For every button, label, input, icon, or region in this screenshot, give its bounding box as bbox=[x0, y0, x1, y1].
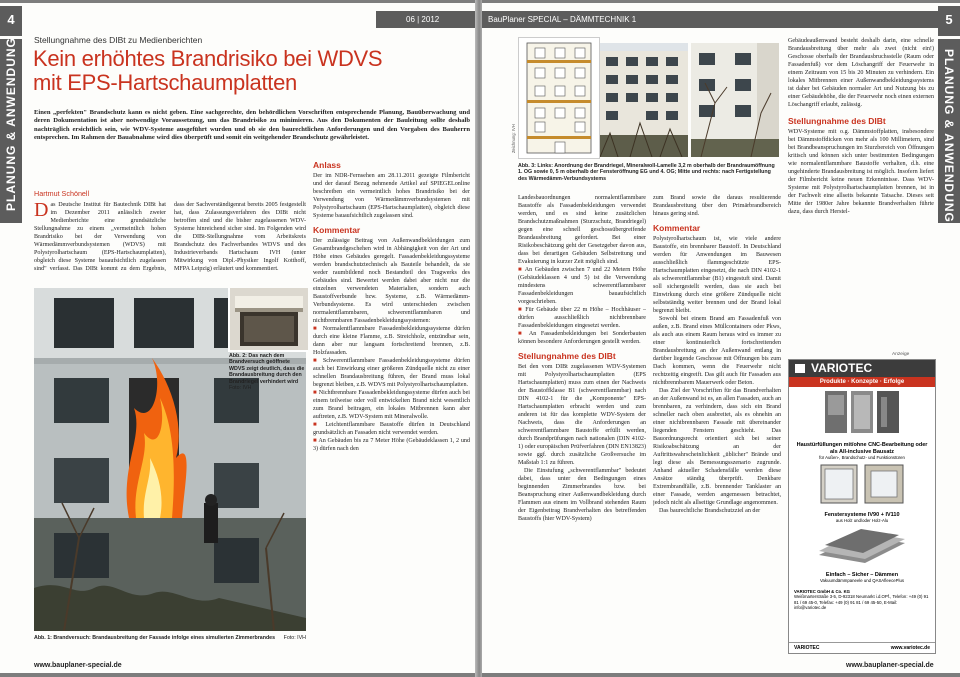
heading-dibt-1: Stellungnahme des DIBt bbox=[518, 351, 616, 361]
ad-block2-sub: aus Holz und/oder Holz-Alu bbox=[835, 518, 889, 523]
bullet-item: ■ Leichtentflammbare Baustoffe dürfen in Deutschland grundsätzlich an Fassaden nicht verwendet werden. bbox=[313, 422, 470, 436]
bullet-text: An Fassadenbekleidungen bei Sonderbauten können besondere Anforderungen gestellt werden. bbox=[518, 331, 646, 345]
kommentar2-text-4: Das baurechtliche Brandschutzziel an der bbox=[659, 508, 761, 514]
caption-fig1-text: Abb. 1: Brandversuch: Brandausbreitung der Fassade infolge eines simulierten Zimmerbrandes bbox=[34, 635, 276, 641]
col2-text: zum Brand sowie die daraus resultierende Brandausbreitung über den Primärbrandbereich hinaus gering sind. bbox=[653, 195, 781, 217]
kicker: Stellungnahme des DIBt zu Medienberichten bbox=[34, 35, 203, 45]
bullet-text: Normalentflammbare Fassadenbekleidungssysteme dürfen durch eine kleine Flamme, z.B. Streichholz, entzündbar sein, dann aber nur langsam fortschreitend brennen, z.B. Holzfassaden. bbox=[313, 326, 470, 356]
ad-block3-title: Einfach – Sicher – Dämmen bbox=[825, 572, 899, 578]
vacuum-panel-icon bbox=[789, 525, 935, 567]
ad-block-insulation bbox=[789, 525, 935, 587]
caption-fig2-text: Abb. 2: Das nach dem Brandversuch geöffnete WDVS zeigt deutlich, dass die Brandausbreitung durch den Brandriegel verhindert wird bbox=[229, 353, 305, 385]
ad-block-windows bbox=[789, 461, 935, 525]
heading-kommentar-2: Kommentar bbox=[653, 223, 701, 233]
col3-text: Gebäudeaußenwand besteht deshalb darin, eine schnelle Brandausbreitung über mehr als zwei (nicht ein!) Geschosse oberhalb der Brandausbruchsstelle (Raum oder Fassadenfuß) vor dem Löschangriff der Feuerwehr in einem Zeitraum von 15 bis 20 Minuten zu verhindern. Ein lokales Mitbrennen einer Außenwandbekleidungssystems ist daher bei Gebäuden normaler Art und Nutzung bis zu einer Gebäudehöhe, die der Feuerwehr noch einen externen Löschangriff erlaubt, zulässig. bbox=[788, 38, 934, 108]
ad-block2-title: Fenstersysteme IV90 + IV110 bbox=[824, 512, 900, 518]
bullet-item: ■ Nichtbrennbare Fassadenbekleidungssysteme dürfen auch bei einem teilweise oder voll entwickelten Brand nicht wesentlich zum Brand beitragen, ein lokales Mitbrennen kann aber auftreten, z.B. WDV-System mit Mineralwolle. bbox=[313, 390, 470, 420]
kommentar2-text-3: Das Ziel der Vorschriften für das Brandverhalten an der Außenwand ist es, an allen Fassaden, auch an brennbaren, zu verhindern, dass sich ein Brand schneller nach oben ausbreitet, als es ohnehin an einer nichtbrennbaren Fassade mit übereinander liegenden Fenstern geschieht. Das Bauordnungsrecht orientiert sich bei seiner Risikoabschätzung an der Auftrittswahrscheinlichkeit „üblicher" Brände und legt diese als Bemessungsszenario zugrunde. Anhand aktueller Schadensfälle werden diese Ansätze ständig überprüft. Denkbare Extrembrandfälle, z.B. brennender Tanklaster an einer Fassade, werden angemessen betrachtet, jedoch nicht als allseitige Grundlage angenommen. bbox=[653, 388, 781, 506]
caption-fig1 bbox=[34, 635, 306, 641]
right-column-3 bbox=[788, 37, 934, 351]
article-title bbox=[33, 47, 473, 95]
title-line-2: mit EPS-Hartschaumplatten bbox=[33, 70, 297, 95]
kommentar-text: Der zulässige Beitrag von Außenwandbekleidungen zum Gesamtbrandgeschehen wird in Abhängigkeit von der Art und Höhe eines Gebäudes geregelt. Fassadenbekleidungssysteme werden brandschutztechnisch als Bauteile behandelt, da sie weder raumbildend noch Bestandteil des Tragwerks des Gebäudes sind. Bewertet werden dabei aber nicht nur die einzelnen verwendeten Materialien, sondern auch Baustoffverbunde bzw. Systeme, z.B. Wärmedämm-Verbundsysteme. Es wird unterschieden zwischen normalentflammbaren, schwerentflammbaren und nichtbrennbaren Fassadenbekleidungssystemen: bbox=[313, 238, 470, 324]
right-column-2 bbox=[653, 194, 781, 652]
bullet-item: ■ Normalentflammbare Fassadenbekleidungssysteme dürfen durch eine kleine Flamme, z.B. Streichholz, entzündbar sein, dann aber nur langsam fortschreitend brennen, z.B. Holzfassaden. bbox=[313, 326, 470, 356]
left-column-3 bbox=[313, 161, 470, 649]
intro-text bbox=[34, 201, 306, 283]
ad-company: VARIOTEC GmbH & Co. KG bbox=[794, 589, 851, 594]
heading-anlass: Anlass bbox=[313, 161, 341, 170]
bullet-item: ■ Für Gebäude über 22 m Höhe – Hochhäuser – dürfen ausschließlich nichtbrennbare Fassadenbekleidungen eingesetzt werden. bbox=[518, 307, 646, 329]
running-head-bar bbox=[482, 11, 938, 28]
bullet-text: Nichtbrennbare Fassadenbekleidungssysteme dürfen auch bei einem teilweise oder voll entwickelten Brand nicht wesentlich zum Brand beitragen, ein lokales Mitbrennen kann aber auftreten, z.B. WDV-System mit Mineralwolle. bbox=[313, 390, 470, 420]
photo-opened-wdvs bbox=[228, 288, 308, 352]
bullet-text: Leichtentflammbare Baustoffe dürfen in Deutschland grundsätzlich an Fassaden nicht verwendet werden. bbox=[313, 422, 470, 436]
side-tab-right-label: PLANUNG & ANWENDUNG bbox=[942, 49, 956, 223]
caption-fig2-credit: Foto: IVH bbox=[229, 385, 252, 392]
kommentar2-text: Polystyrolhartschaum ist, wie viele andere Baustoffe, ein brennbarer Baustoff. In Deutschland werden für Anwendungen im Bauwesen ausschließlich flammgeschützte EPS-Hartschaumplatten eingesetzt, die nach DIN 4102-1 als schwerentflammbar (B1) eingestuft sind. Damit soll sichergestellt werden, dass sie auch bei Einwirkung durch eine größere Zündquelle nicht selbstständig weiter brennen und der Brand lokal begrenzt bleibt. bbox=[653, 236, 781, 314]
page-number-left: 4 bbox=[0, 6, 22, 36]
fire-barrier-drawing bbox=[519, 38, 599, 158]
caption-fig3: Abb. 3: Links: Anordnung der Brandriegel, Mineralwoll-Lamelle 3,2 m oberhalb der Brandraumöffnung 1. OG sowie 0, 5 m oberhalb der Fensteröffnung EG und 4. OG; Mitte und rechts: nach Fertigstellung des Wärmedämm-Verbundsystems bbox=[518, 163, 775, 182]
caption-fig1-credit: Foto: IVH bbox=[283, 635, 306, 641]
ad-block3-sub: Vakuumdämmpaneele und QASAfleecePlus bbox=[820, 578, 904, 583]
bullet-text: Schwerentflammbare Fassadenbekleidungssysteme dürfen auch bei Einwirkung einer größeren Zündquelle nicht zu einer schnellen Brandausbreitung führen, der Brand muss lokal begrenzt bleiben, z.B. WDVS mit Polystyrolhartschaumplatten. bbox=[313, 358, 470, 388]
heading-kommentar: Kommentar bbox=[313, 225, 361, 235]
gutter bbox=[475, 0, 482, 677]
ad-block1-sub: für Außen-, Brandschutz- und Funktionstüren bbox=[819, 455, 905, 460]
author: Hartmut Schönell bbox=[34, 189, 90, 198]
ad-tagline: Produkte · Konzepte · Erfolge bbox=[789, 377, 935, 387]
bullet-item: ■ An Fassadenbekleidungen bei Sonderbauten können besondere Anforderungen gestellt werden. bbox=[518, 331, 646, 345]
photo-building-middle bbox=[600, 43, 688, 157]
title-line-1: Kein erhöhtes Brandrisiko bei WDVS bbox=[33, 46, 383, 71]
dibt1-text: Bei den vom DIBt zugelassenen WDV-Systemen mit Polystyrolhartschaumplatten (EPS Hartschaumplatten) muss zum einen der Nachweis der Baustoffklasse B1 (schwerentflammbar) nach DIN 4102-1 für die „Komponente" EPS-Hartschaumplatten erbracht werden und zum anderen ist für das komplette WDV-System der Nachweis, dass die Anforderungen an schwerentflammbare Baustoffe erfüllt werden, durch Brandprüfungen nach nationalen (DIN 4102-1) oder europäischen Prüfverfahren (DIN EN13823) sowie ggf. durch zusätzliche Großversuche im Maßstab 1:1 zu führen. bbox=[518, 364, 646, 466]
opened-wdvs-illustration bbox=[230, 288, 308, 350]
side-tab-left-label: PLANUNG & ANWENDUNG bbox=[4, 37, 18, 211]
issue-bar bbox=[376, 11, 475, 28]
ad-address: Weißmarterstraße 3-5, D-92318 Neumarkt i.d.OPf., Telefon: +49 (0) 91 81 / 69 45-0, Telefax: +49 (0) 91 81 / 69 45-50, E-Mail: info@variotec.de bbox=[794, 594, 929, 611]
ad-block-doors bbox=[789, 387, 935, 461]
anlass-text: Der im NDR-Fernsehen am 28.11.2011 gezeigte Filmbericht und der darauf Bezug nehmende Artikel auf SPIEGELonline beschreiben ein vermeintlich hohes Brandrisiko bei der Verwendung von Wärmedämmverbundsystemen mit Polystyrolhartschaum (EPS-Hartschaumplatten), obgleich diese Systeme bauaufsichtlich zugelassen sind. bbox=[313, 173, 470, 219]
building-right-illustration bbox=[691, 43, 779, 157]
variotec-logo-icon bbox=[795, 364, 805, 373]
ad-label: Anzeige bbox=[892, 352, 910, 357]
photo-building-right bbox=[691, 43, 779, 157]
ad-logo-small: VARIOTEC bbox=[794, 645, 820, 651]
ad-brand: VARIOTEC bbox=[811, 361, 873, 375]
lead-paragraph: Einen „perfekten" Brandschutz kann es nicht geben. Eine sachgerechte, den behördlichen Vorschriften entsprechende Planung, Bauüberwachung und deren Dokumentation ist aber notwendige Voraussetzung, um das Brandrisiko zu minimieren. Aus den Dokumenten der Bauleitung sollte deshalb nachträglich ersichtlich sein, wie WDV-Systeme ausgeführt wurden und ob sie den baurechtlichen Anforderungen und den Vorgaben des Bauherrn entsprechen. Im Rahmen der Bauabnahme wird dies überprüft und somit ein weitgehender Brandschutz gewährleistet. bbox=[34, 109, 470, 142]
running-head: BauPlaner SPECIAL – DÄMMTECHNIK 1 bbox=[488, 15, 637, 24]
bullet-item: ■ Schwerentflammbare Fassadenbekleidungssysteme dürfen auch bei Einwirkung einer größeren Zündquelle nicht zu einer schnellen Brandausbreitung führen, der Brand muss lokal begrenzt bleiben, z.B. WDVS mit Polystyrolhartschaumplatten. bbox=[313, 358, 470, 388]
right-page bbox=[482, 3, 960, 673]
dibt2-text: WDV-Systeme mit o.g. Dämmstoffplatten, insbesondere bei Dämmstoffdicken von mehr als 100 Millimetern, sind bei Brandbeanspruchungen im Sturzbereich von Öffnungen kritisch und können sich unter bestimmten Bedingungen wie normalentflammbare Baustoffe verhalten, d.h. eine ungehinderte Brandausbreitung ist möglich. Insofern liefert der Filmbericht keine neuen Erkenntnisse. Dass WDV-Systeme mit Polystyrolhartschaumplatten brennen, ist in der Fachwelt eine allseits bekannte Tatsache. Dieses seit Mitte der 1980er Jahre bekannte Brandverhalten führte dazu, dass durch Herstel- bbox=[788, 129, 934, 215]
ad-web[interactable]: www.variotec.de bbox=[890, 645, 930, 651]
footer-url-left[interactable]: www.bauplaner-special.de bbox=[34, 662, 122, 669]
bullet-text: Für Gebäude über 22 m Höhe – Hochhäuser – dürfen ausschließlich nichtbrennbare Fassadenbekleidungen eingesetzt werden. bbox=[518, 307, 646, 329]
side-tab-right bbox=[938, 39, 960, 223]
col1-text: Landesbauordnungen normalentflammbare Baustoffe als Fassadenbekleidungen verwendet werden, und es sind keine zusätzlichen Brandschutzmaßnahmen (Sturzschutz, Brandriegel) gegen eine schnell geschossübergreifende Brandausbreitung gefordert. Bei einer Risikobeschätzung geht der Gesetzgeber davon aus, dass bei derartigen Gebäuden Selbstrettung und Evakuierung in kurzer Zeit möglich sind. bbox=[518, 195, 646, 265]
kommentar2-text-2: Sowohl bei einem Brand am Fassadenfuß von außen, z.B. Brand eines Müllcontainers oder Pkws, als auch aus einem Raum heraus wird es immer zu einer kontinuierlich fortschreitenden Brandausbreitung an der Außenwand entlang in darüber liegende Geschosse mit Öffnungen bis zum Dach kommen, wenn die Feuerwehr nicht rechtzeitig eingreift. Das gilt auch für Fassaden aus nichtbrennbarem Mauerwerk oder Beton. bbox=[653, 316, 781, 386]
ad-contact bbox=[789, 587, 935, 613]
diagram-credit: Zeichnung: IVH bbox=[511, 124, 516, 153]
ad-footer bbox=[789, 642, 935, 653]
left-page bbox=[0, 3, 475, 673]
heading-dibt-2: Stellungnahme des DIBt bbox=[788, 116, 886, 126]
bullet-item: ■ An Gebäuden bis zu 7 Meter Höhe (Gebäudeklassen 1, 2 und 3) dürfen nach den bbox=[313, 438, 470, 452]
ad-block1-title: Haustürfüllungen mit/ohne CNC-Bearbeitung oder als All-inclusive Bausatz bbox=[796, 442, 928, 455]
caption-fig2 bbox=[229, 353, 305, 391]
door-panels-icon bbox=[789, 387, 935, 437]
bullet-item: ■ An Gebäuden zwischen 7 und 22 Metern Höhe (Gebäudeklassen 4 und 5) ist die Verwendung mindestens schwerentflammbarer Fassadenbekleidungen bauaufsichtlich vorgeschrieben. bbox=[518, 267, 646, 305]
bullet-text: An Gebäuden bis zu 7 Meter Höhe (Gebäudeklassen 1, 2 und 3) dürfen nach den bbox=[313, 438, 470, 452]
fire-barrier-diagram bbox=[518, 37, 600, 159]
ad-header bbox=[789, 360, 935, 377]
bullet-text: An Gebäuden zwischen 7 und 22 Metern Höhe (Gebäudeklassen 4 und 5) ist die Verwendung mindestens schwerentflammbarer Fassadenbekleidungen bauaufsichtlich vorgeschrieben. bbox=[518, 267, 646, 305]
variotec-ad[interactable] bbox=[788, 359, 936, 654]
window-system-icon bbox=[789, 461, 935, 507]
drop-cap: D bbox=[34, 199, 49, 221]
side-tab-left bbox=[0, 39, 22, 223]
issue-label: 06 | 2012 bbox=[406, 15, 440, 24]
right-column-1 bbox=[518, 194, 646, 652]
dibt1-text-2: Die Einstufung „schwerentflammbar" bedeutet dabei, dass unter den Bedingungen eines beginnenden Zimmerbrandes bzw. bei Beanspruchung einer Außenwandbekleidung durch Flammen aus einem im Vollbrand stehenden Raum der Eigenbeitrag Brandverhalten des betreffenden Baustoffs (hier WDV-System) bbox=[518, 468, 646, 522]
building-middle-illustration bbox=[600, 43, 688, 157]
footer-url-right[interactable]: www.bauplaner-special.de bbox=[846, 662, 934, 669]
intro-body: as Deutsche Institut für Bautechnik DIBt hat im Dezember 2011 anlässlich zweier Medienberichte eine grundsätzliche Stellungnahme zu einem „vermeintlich hohen Brandrisiko bei der Verwendung von Wärmedämmverbundsystemen (WDVS) mit Polystyrolhartschaum (EPS-Hartschaumplatten), obgleich diese Systeme bauaufsichtlich zugelassen sind" verfasst. Das DIBt kommt zu dem Ergebnis, dass der Sachverständigenrat bereits 2005 festgestellt hat, dass Zulassungsverfahren des DIBt nicht betroffen sind und die bisher zugelassenen WDV-Systeme hinreichend sicher sind. Im Folgenden wird die DIBt-Stellungnahme vom Arbeitskreis Brandschutz des Fachverbandes WDVS und des Industrieverbands Hartschaum IVH (unter Mitwirkung von Dipl.-Physiker Ingolf Kotthoff, MFPA Leipzig) erläutert und kommentiert. bbox=[34, 202, 306, 272]
page-number-right: 5 bbox=[938, 6, 960, 36]
